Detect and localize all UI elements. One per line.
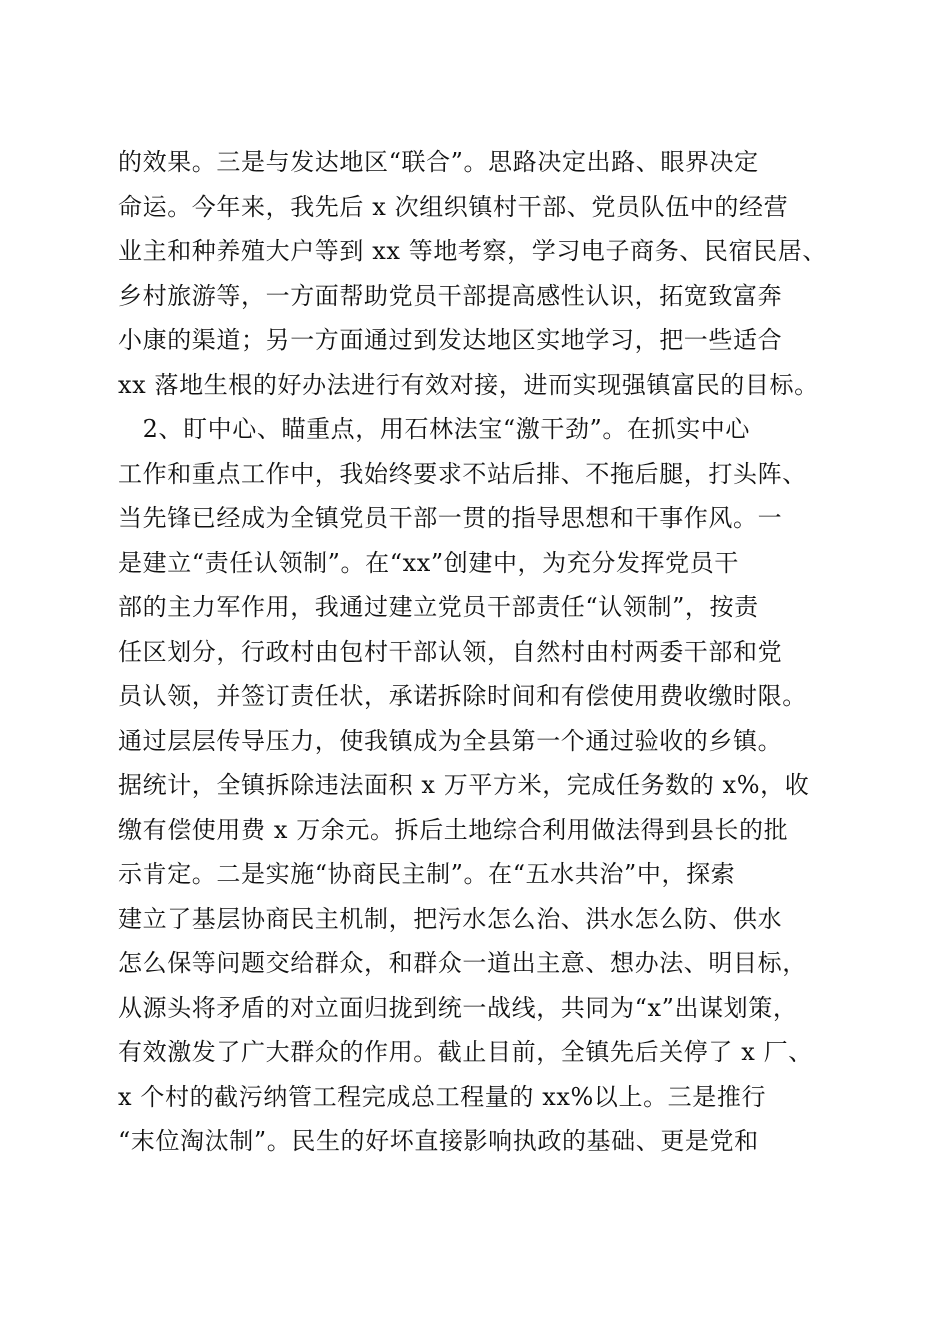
- text-line: 有效激发了广大群众的作用。截止目前，全镇先后关停了 x 厂、: [118, 1038, 813, 1066]
- text-line: 当先锋已经成为全镇党员干部一贯的指导思想和干事作风。一: [118, 504, 783, 532]
- text-line: 小康的渠道；另一方面通过到发达地区实地学习，把一些适合: [118, 326, 783, 354]
- text-line: 怎么保等问题交给群众，和群众一道出主意、想办法、明目标，: [118, 949, 807, 977]
- text-line: “末位淘汰制”。民生的好坏直接影响执政的基础、更是党和: [118, 1127, 759, 1155]
- text-line: 的效果。三是与发达地区“联合”。思路决定出路、眼界决定: [118, 148, 759, 176]
- text-line: 任区划分，行政村由包村干部认领，自然村由村两委干部和党: [118, 637, 783, 666]
- text-line: 是建立“责任认领制”。在“xx”创建中，为充分发挥党员干: [118, 548, 739, 577]
- text-line: xx 落地生根的好办法进行有效对接，进而实现强镇富民的目标。: [118, 370, 819, 399]
- text-line: 员认领，并签订责任状，承诺拆除时间和有偿使用费收缴时限。: [118, 682, 807, 710]
- text-line: 乡村旅游等，一方面帮助党员干部提高感性认识，拓宽致富奔: [118, 281, 783, 310]
- text-line: 命运。今年来，我先后 x 次组织镇村干部、党员队伍中的经营: [118, 192, 789, 221]
- text-line: 据统计，全镇拆除违法面积 x 万平方米，完成任务数的 x%，收: [118, 771, 810, 799]
- text-line: 从源头将矛盾的对立面归拢到统一战线，共同为“x”出谋划策，: [118, 993, 798, 1022]
- text-line: 建立了基层协商民主机制，把污水怎么治、洪水怎么防、供水: [118, 904, 783, 933]
- text-line: 缴有偿使用费 x 万余元。拆后土地综合利用做法得到县长的批: [118, 815, 789, 844]
- text-line: 工作和重点工作中，我始终要求不站后排、不拖后腿，打头阵、: [118, 459, 807, 488]
- text-line: 业主和种养殖大户等到 xx 等地考察，学习电子商务、民宿民居、: [118, 237, 827, 265]
- text-line: 示肯定。二是实施“协商民主制”。在“五水共治”中，探索: [118, 860, 736, 888]
- text-line: 2、盯中心、瞄重点，用石林法宝“激干劲”。在抓实中心: [118, 415, 751, 443]
- body-text: [118, 140, 838, 1164]
- text-line: 通过层层传导压力，使我镇成为全县第一个通过验收的乡镇。: [118, 726, 783, 755]
- text-line: 部的主力军作用，我通过建立党员干部责任“认领制”，按责: [118, 593, 759, 621]
- text-line: x 个村的截污纳管工程完成总工程量的 xx%以上。三是推行: [118, 1082, 767, 1111]
